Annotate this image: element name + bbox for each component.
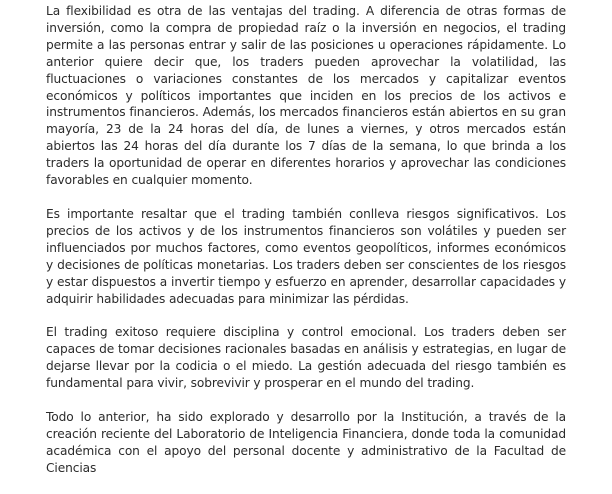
paragraph-flexibility: La flexibilidad es otra de las ventajas del trading. A diferencia de otras formas de inversión, como la compra de propiedad raíz o la inversión en negocios, el trading permite a las personas entrar y salir de las posiciones u operaciones rápidamente. Lo anterior quiere decir que, los traders pueden aprovechar la volatilidad, las fluctuaciones o variaciones constantes de los mercados y capitalizar eventos económicos y políticos importantes que inciden en los precios de los activos e instrumentos financieros. Además, los mercados financieros están abiertos en su gran mayoría, 23 de la 24 horas del día, de lunes a viernes, y otros mercados están abiertos las 24 horas del día durante los 7 días de la semana, lo que brinda a los traders la oportunidad de operar en diferentes horarios y aprovechar las condiciones favorables en cualquier momento. xyxy=(46,4,566,188)
paragraph-discipline: El trading exitoso requiere disciplina y control emocional. Los traders deben ser capaces de tomar decisiones racionales basadas en análisis y estrategias, en lugar de dejarse llevar por la codicia o el miedo. La gestión adecuada del riesgo también es fundamental para vivir, sobrevivir y prosperar en el mundo del trading. xyxy=(46,325,566,391)
document-body xyxy=(46,3,566,494)
paragraph-risks: Es importante resaltar que el trading también conlleva riesgos significativos. Los precios de los activos y de los instrumentos financieros son volátiles y pueden ser influenciados por muchos factores, como eventos geopolíticos, informes económicos y decisiones de políticas monetarias. Los traders deben ser conscientes de los riesgos y estar dispuestos a invertir tiempo y esfuerzo en aprender, desarrollar capacidades y adquirir habilidades adecuadas para minimizar las pérdidas. xyxy=(46,206,566,306)
paragraph-institution: Todo lo anterior, ha sido explorado y desarrollo por la Institución, a través de la creación reciente del Laboratorio de Inteligencia Financiera, donde toda la comunidad académica con el apoyo del personal docente y administrativo de la Facultad de Ciencias xyxy=(46,410,566,475)
